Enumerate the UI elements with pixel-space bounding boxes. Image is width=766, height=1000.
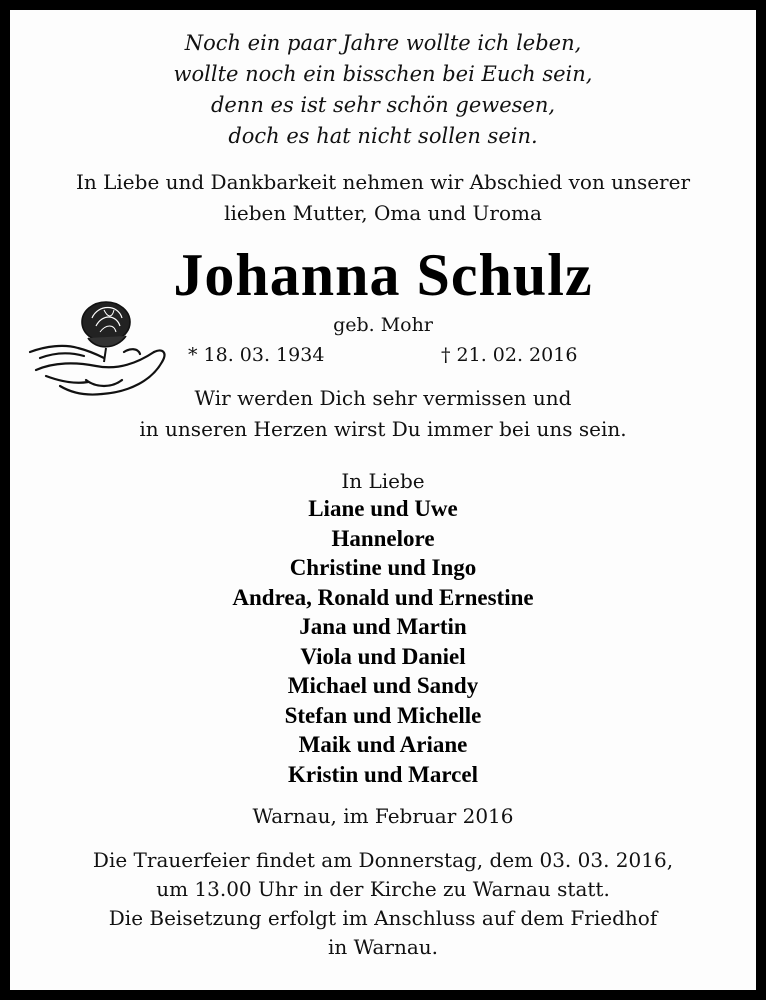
mourner-entry: Jana und Martin [299,614,467,639]
birth-name: geb. Mohr [333,314,433,336]
poem-line: doch es hat nicht sollen sein. [228,124,538,148]
poem-line: wollte noch ein bisschen bei Euch sein, [173,62,593,86]
mourner-entry: Viola und Daniel [300,643,466,669]
remembrance-line: Wir werden Dich sehr vermissen und [194,386,572,410]
mourner-entry: Christine und Ingo [289,555,477,580]
poem-line: Noch ein paar Jahre wollte ich leben, [184,31,582,55]
in-love-line: In Liebe [341,469,425,493]
death-date: † 21. 02. 2016 [441,344,578,366]
poem [0,28,766,152]
mourners-list [0,494,766,789]
mourner-entry: Maik und Ariane [298,732,468,757]
mourner-entry: Stefan und Michelle [284,702,482,728]
service-line: um 13.00 Uhr in der Kirche zu Warnau statt. [156,877,610,901]
poem-line: denn es ist sehr schön gewesen, [210,93,556,117]
place-and-date: Warnau, im Februar 2016 [252,804,514,828]
remembrance-text [0,383,766,445]
service-line: in Warnau. [328,935,438,959]
mourner-entry: Liane und Uwe [308,496,458,521]
mourner-entry: Hannelore [331,525,435,551]
mourner-entry: Andrea, Ronald und Ernestine [232,584,534,610]
funeral-service-info [0,846,766,962]
farewell-intro [0,167,766,229]
intro-line: In Liebe und Dankbarkeit nehmen wir Abschied von unserer [75,170,690,194]
mourner-entry: Michael und Sandy [287,673,479,698]
deceased-name: Johanna Schulz [173,242,593,308]
birth-date: * 18. 03. 1934 [188,344,325,366]
service-line: Die Trauerfeier findet am Donnerstag, dem 03. 03. 2016, [92,848,674,872]
remembrance-line: in unseren Herzen wirst Du immer bei uns sein. [139,417,627,441]
mourner-entry: Kristin und Marcel [288,761,478,787]
intro-line: lieben Mutter, Oma und Uroma [224,201,542,225]
service-line: Die Beisetzung erfolgt im Anschluss auf dem Friedhof [108,906,658,930]
